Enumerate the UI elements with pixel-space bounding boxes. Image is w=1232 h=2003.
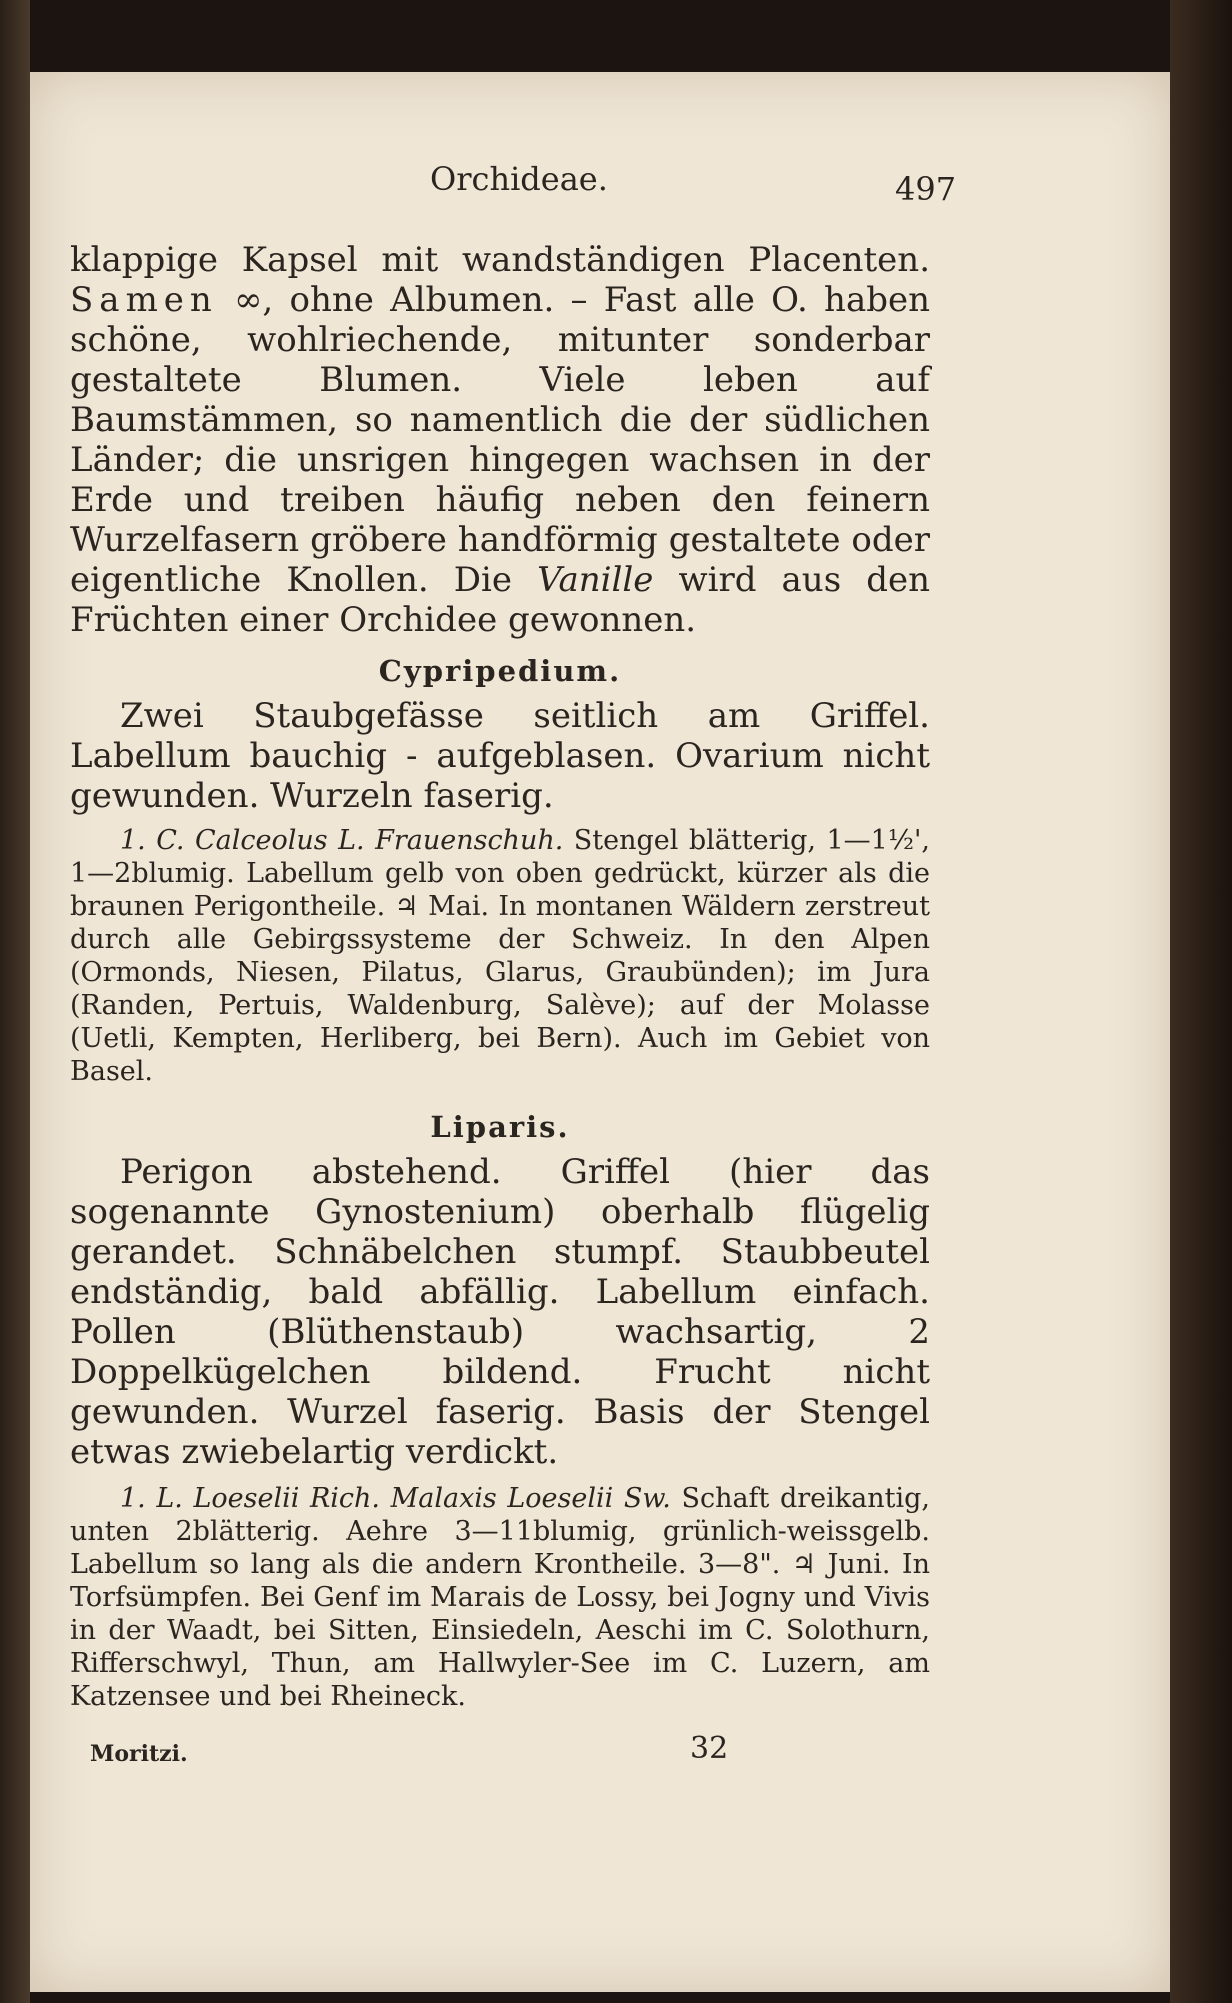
page-content: [70, 160, 957, 1791]
running-title: Orchideae.: [430, 160, 608, 198]
intro-rest: ∞, ohne Albumen. – Fast alle O. haben schöne, wohlriechende, mitunter sonderbar gestaltete Blumen. Viele leben auf Baumstämmen, so namentlich die der südlichen Länder; die unsrigen hingegen wachsen in der Erde und treiben häufig neben den feinern Wurzelfasern gröbere handförmig gestaltete oder eigentliche Knollen. Die: [70, 280, 930, 600]
samen-word: Samen: [70, 280, 218, 320]
species-name: 1. L. Loeselii Rich. Malaxis Loeselii Sw.: [120, 1483, 671, 1514]
intro-end: wird aus den Früchten einer Orchidee gewonnen.: [70, 560, 930, 640]
liparis-description: Perigon abstehend. Griffel (hier das sogenannte Gynostenium) oberhalb flügelig gerandet. Schnäbelchen stumpf. Staubbeutel endständig, bald abfällig. Labellum einfach. Pollen (Blüthenstaub) wachsartig, 2 Doppelkügelchen bildend. Frucht nicht gewunden. Wurzel faserig. Basis der Stengel etwas zwiebelartig verdickt.: [70, 1152, 930, 1472]
cypripedium-species: [70, 824, 930, 1088]
species-text: Stengel blätterig, 1—1½', 1—2blumig. Labellum gelb von oben gedrückt, kürzer als die braunen Perigontheile. ♃ Mai. In montanen Wäldern zerstreut durch alle Gebirgssysteme der Schweiz. In den Alpen (Ormonds, Niesen, Pilatus, Glarus, Graubünden); im Jura (Randen, Pertuis, Waldenburg, Salève); auf der Molasse (Uetli, Kempten, Herliberg, bei Bern). Auch im Gebiet von Basel.: [70, 825, 930, 1087]
intro-paragraph: [70, 240, 930, 640]
page-number: 497: [895, 170, 957, 208]
page-header: [70, 160, 957, 240]
printer-signature: Moritzi.: [90, 1741, 188, 1767]
species-text: Schaft dreikantig, unten 2blätterig. Aehre 3—11blumig, grünlich-weissgelb. Labellum so lang als die andern Krontheile. 3—8". ♃ Juni. In Torfsümpfen. Bei Genf im Marais de Lossy, bei Jogny und Vivis in der Waadt, bei Sitten, Einsiedeln, Aeschi im C. Solothurn, Rifferschwyl, Thun, am Hallwyler-See im C. Luzern, am Katzensee und bei Rheineck.: [70, 1483, 930, 1712]
intro-line1: klappige Kapsel mit wandständigen Placenten.: [70, 240, 930, 280]
species-name: 1. C. Calceolus L. Frauenschuh.: [120, 825, 564, 856]
book-edge: [1170, 0, 1232, 2003]
sheet-number: 32: [690, 1731, 729, 1766]
cypripedium-description: Zwei Staubgefässe seitlich am Griffel. Labellum bauchig - aufgeblasen. Ovarium nicht gewunden. Wurzeln faserig.: [70, 696, 930, 816]
vanille-word: Vanille: [537, 560, 654, 600]
genus-heading-cypripedium: Cypripedium.: [378, 654, 622, 688]
liparis-species: [70, 1482, 930, 1713]
genus-heading-liparis: Liparis.: [430, 1110, 570, 1144]
page-footer: [70, 1731, 930, 1791]
book-spine: [0, 0, 30, 2003]
